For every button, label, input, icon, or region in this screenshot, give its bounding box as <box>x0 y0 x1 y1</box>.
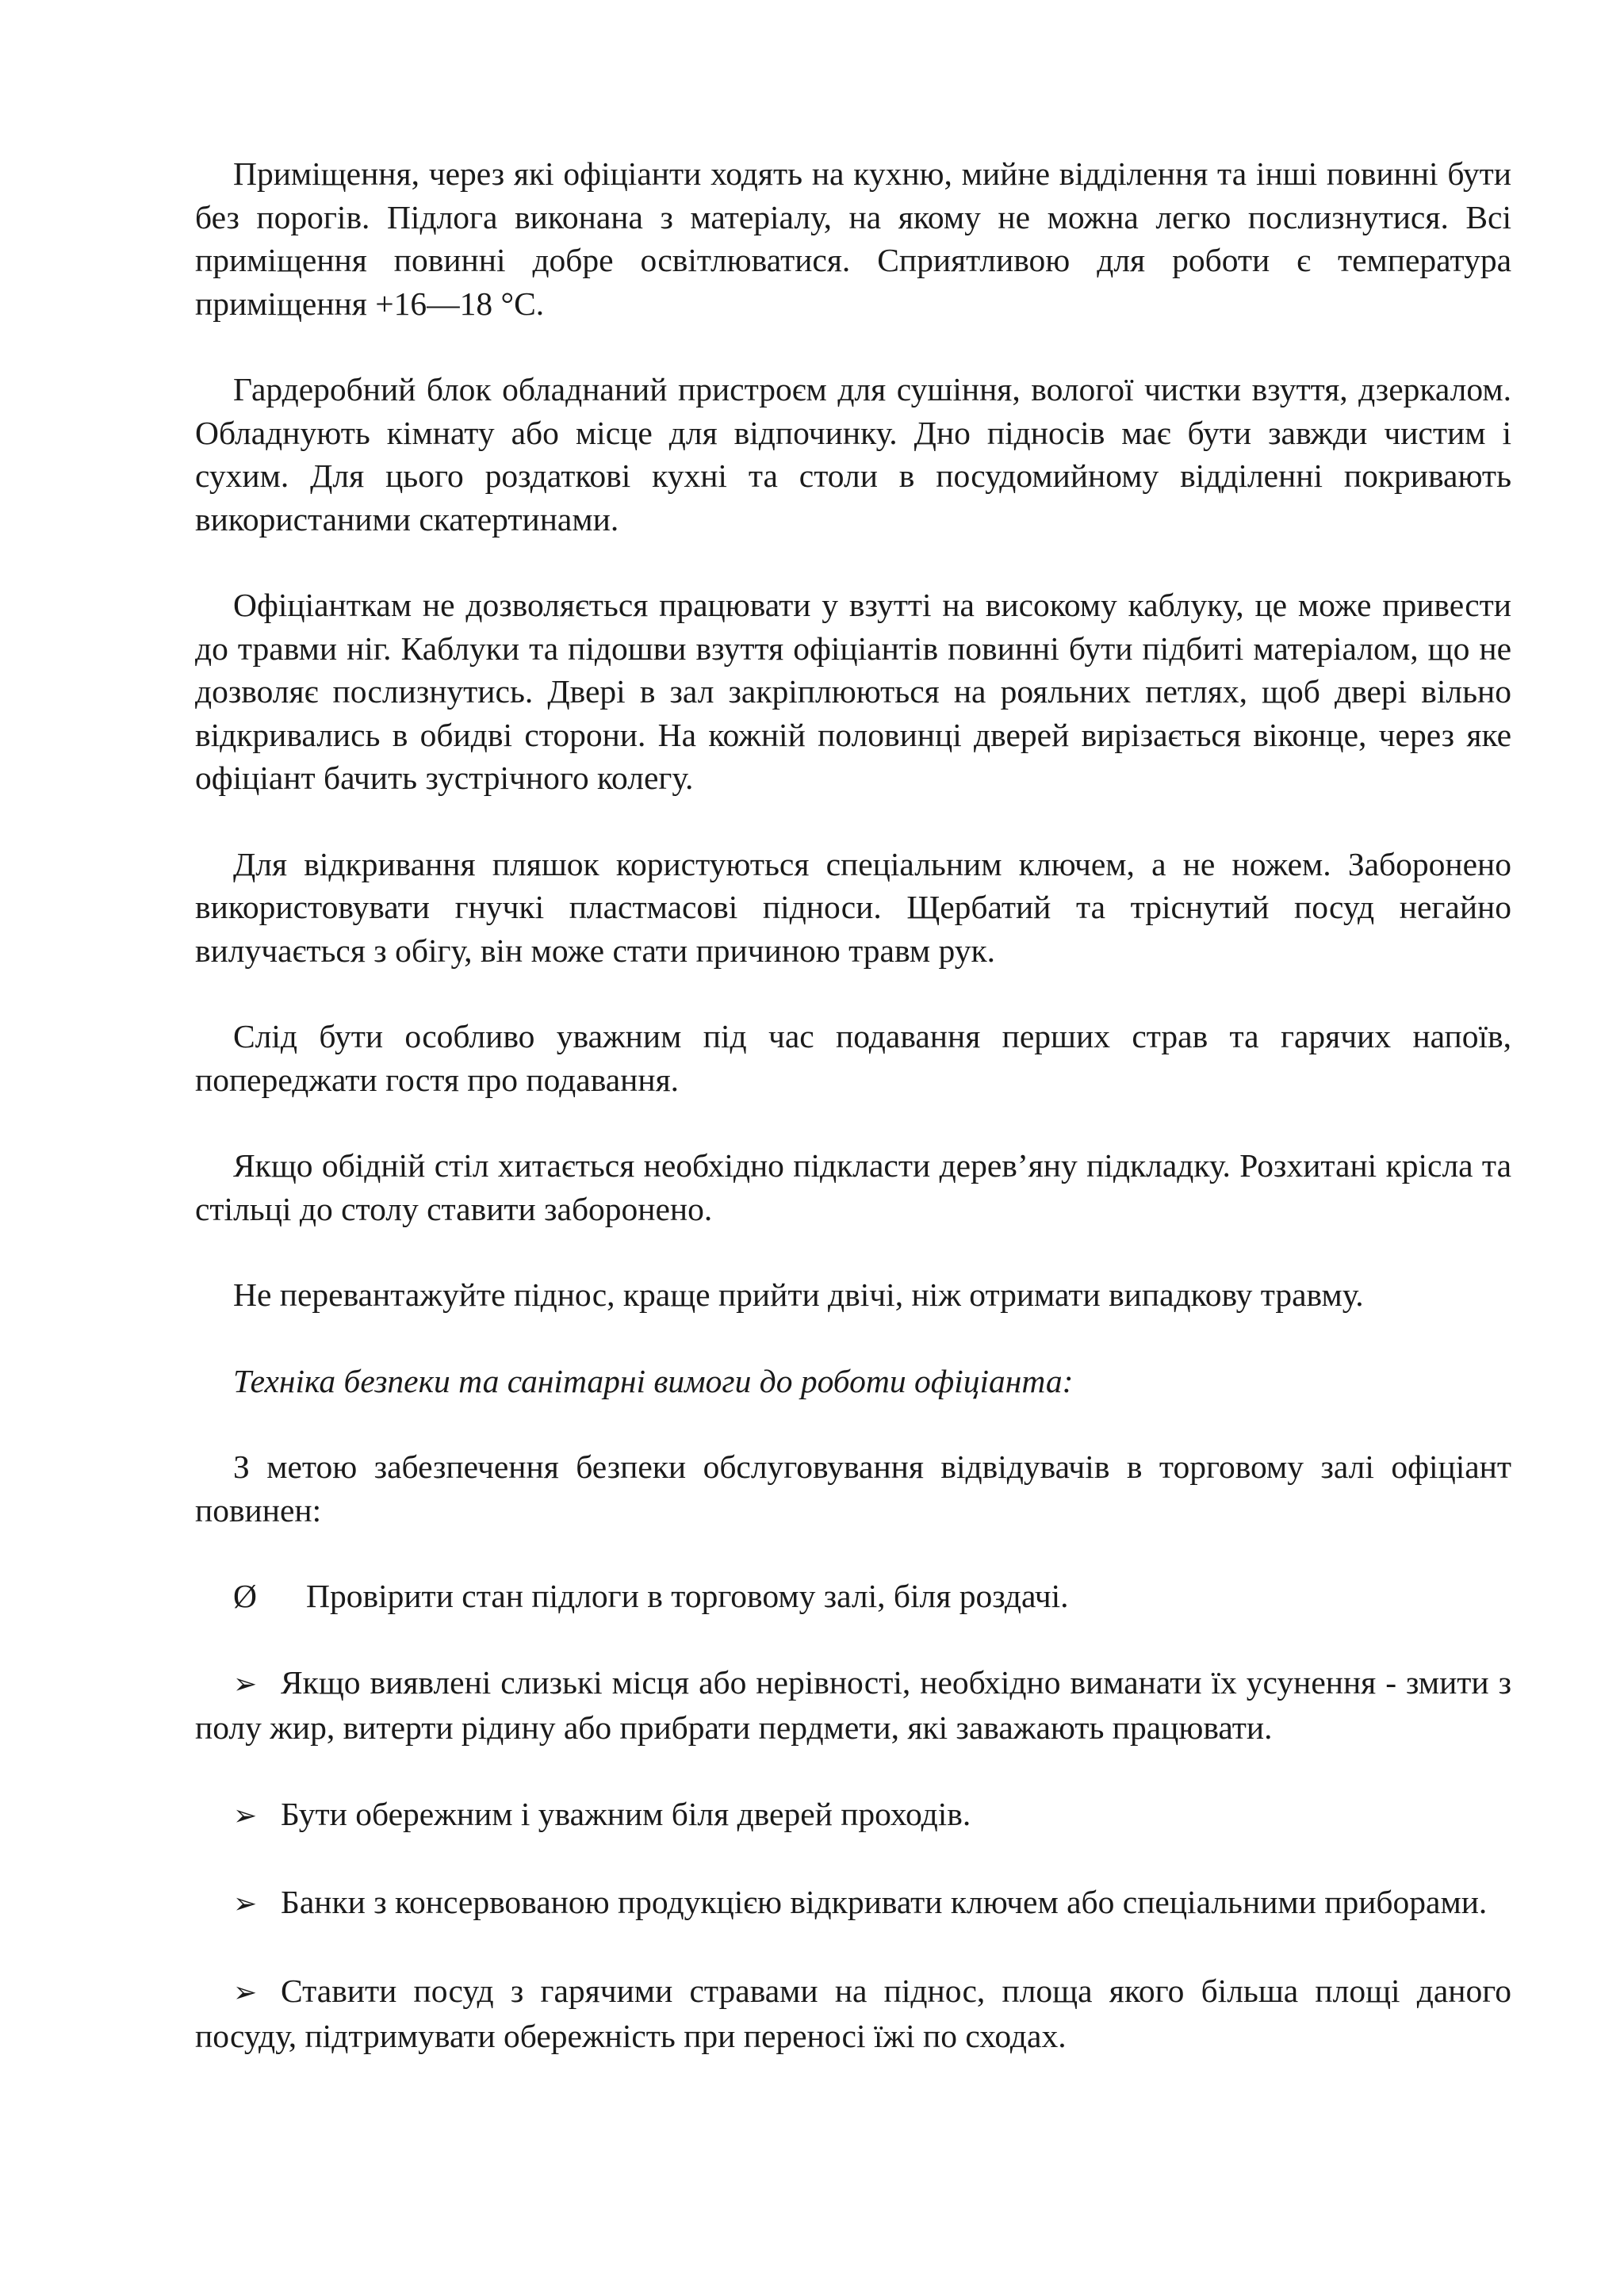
list-item-text: Якщо виявлені слизькі місця або нерівності, необхідно виманати їх усунення - змити з полу жир, витерти рідину або прибрати пердмети, які заважають працювати. <box>195 1663 1511 1746</box>
arrow-bullet-icon: ➢ <box>233 1888 258 1920</box>
document-page <box>195 152 1511 2101</box>
paragraph-table: Якщо обідній стіл хитається необхідно підкласти дерев’яну підкладку. Розхитані крісла та стільці до столу ставити заборонено. <box>195 1147 1511 1227</box>
paragraph-hot-dishes: Слід бути особливо уважним під час подавання перших страв та гарячих напоїв, попереджати гостя про подавання. <box>195 1018 1511 1098</box>
paragraph-premises: Приміщення, через які офіціанти ходять на кухню, мийне відділення та інші повинні бути без порогів. Підлога виконана з матеріалу, на якому не можна легко послизнутися. Всі приміщення повинні добре освітлюватися. Сприятливою для роботи є температура приміщення +16—18 °С. <box>195 155 1511 322</box>
list-item <box>195 1661 1511 1750</box>
list-item-text: Бути обережним і уважним біля дверей проходів. <box>281 1795 971 1832</box>
arrow-bullet-icon: ➢ <box>233 1667 258 1701</box>
paragraph-footwear: Офіціанткам не дозволяється працювати у взутті на високому каблуку, це може привести до травми ніг. Каблуки та підошви взуття офіціантів повинні бути підбиті матеріалом, що не дозволяє послизнутись. Двері в зал закріплюються на рояльних петлях, щоб двері вільно відкривались в обидві сторони. На кожній половинці дверей вирізається віконце, через яке офіціант бачить зустрічного колегу. <box>195 587 1511 796</box>
paragraph-bottles: Для відкривання пляшок користуються спеціальним ключем, а не ножем. Заборонено використовувати гнучкі пластмасові підноси. Щербатий та тріснутий посуд негайно вилучається з обігу, він може стати причиною травм рук. <box>195 845 1511 969</box>
list-item-text: Банки з консервованою продукцією відкривати ключем або спеціальними приборами. <box>281 1884 1488 1920</box>
list-item <box>195 1969 1511 2058</box>
paragraph-wardrobe: Гардеробний блок обладнаний пристроєм для сушіння, вологої чистки взуття, дзеркалом. Обладнують кімнату або місце для відпочинку. Дно підносів має бути завжди чистим і сухим. Для цього роздаткові кухні та столи в посудомийному відділенні покривають використаними скатертинами. <box>195 371 1511 538</box>
section-heading: Техніка безпеки та санітарні вимоги до роботи офіціанта: <box>233 1362 1074 1399</box>
list-item-text: Ставити посуд з гарячими стравами на піднос, площа якого більша площі даного посуду, підтримувати обережність при переносі їжі по сходах. <box>195 1972 1511 2054</box>
list-item <box>195 1881 1511 1927</box>
paragraph-tray: Не перевантажуйте піднос, краще прийти двічі, ніж отримати випадкову травму. <box>233 1276 1364 1313</box>
bullet-marker: Ø <box>233 1578 257 1614</box>
arrow-bullet-icon: ➢ <box>233 1976 258 2009</box>
list-item <box>195 1575 1511 1618</box>
list-item-text: Провірити стан підлоги в торговому залі, біля роздачі. <box>306 1578 1069 1614</box>
paragraph-intro: З метою забезпечення безпеки обслуговування відвідувачів в торговому залі офіціант повинен: <box>195 1448 1511 1529</box>
list-item <box>195 1793 1511 1839</box>
arrow-bullet-icon: ➢ <box>233 1799 258 1832</box>
